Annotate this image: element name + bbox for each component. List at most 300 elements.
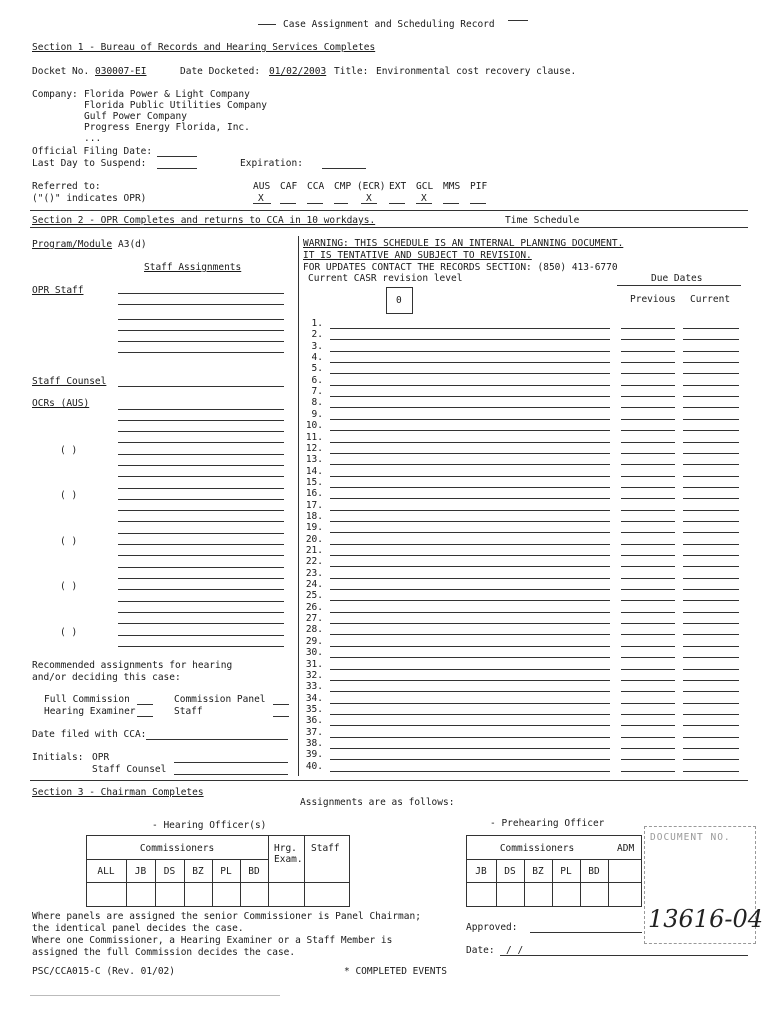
- staff-line[interactable]: [118, 533, 284, 534]
- previous-date-field[interactable]: [621, 578, 675, 579]
- previous-date-field[interactable]: [621, 476, 675, 477]
- commission-panel-label: Commission Panel: [174, 694, 266, 705]
- blank-ext[interactable]: [389, 203, 405, 204]
- blank-aus[interactable]: [253, 203, 271, 204]
- division-gcl: GCL: [416, 181, 434, 192]
- full-commission-field[interactable]: [137, 704, 153, 705]
- staff-line[interactable]: [118, 454, 284, 455]
- schedule-number: 4.: [311, 352, 323, 363]
- date-docketed-label: Date Docketed:: [180, 66, 261, 77]
- current-date-field[interactable]: [683, 703, 739, 704]
- schedule-number: 24.: [305, 579, 323, 590]
- current-date-field[interactable]: [683, 430, 739, 431]
- pre-col-jb: JB: [475, 866, 487, 877]
- staff-line[interactable]: [118, 578, 284, 579]
- schedule-event-field[interactable]: [330, 373, 610, 374]
- recommended-line2: and/or deciding this case:: [32, 672, 181, 683]
- division-pif: PIF: [470, 181, 488, 192]
- division-caf: CAF: [280, 181, 298, 192]
- schedule-event-field[interactable]: [330, 476, 610, 477]
- current-date-field[interactable]: [683, 691, 739, 692]
- initials-staff-counsel: Staff Counsel: [92, 764, 167, 775]
- commissioners-heading: Commissioners: [139, 843, 215, 854]
- previous-date-field[interactable]: [621, 453, 675, 454]
- previous-date-field[interactable]: [621, 612, 675, 613]
- previous-date-field[interactable]: [621, 430, 675, 431]
- schedule-number: 39.: [305, 749, 323, 760]
- schedule-number: 34.: [305, 693, 323, 704]
- staff-line[interactable]: [118, 319, 284, 320]
- division-ext: EXT: [389, 181, 407, 192]
- current-date-field[interactable]: [683, 623, 739, 624]
- docket-label: Docket No.: [32, 66, 90, 77]
- current-date-field[interactable]: [683, 612, 739, 613]
- schedule-event-field[interactable]: [330, 589, 610, 590]
- previous-date-field[interactable]: [621, 351, 675, 352]
- previous-date-field[interactable]: [621, 442, 675, 443]
- schedule-number: 13.: [305, 454, 323, 465]
- previous-date-field[interactable]: [621, 532, 675, 533]
- col-pl: PL: [220, 866, 232, 877]
- ocrs-label: OCRs (AUS): [32, 398, 90, 409]
- schedule-event-field[interactable]: [330, 385, 610, 386]
- expiration-field[interactable]: [322, 168, 366, 169]
- previous-date-field[interactable]: [621, 328, 675, 329]
- current-date-field[interactable]: [683, 498, 739, 499]
- blank-mms[interactable]: [443, 203, 459, 204]
- current-date-field[interactable]: [683, 725, 739, 726]
- current-date-field[interactable]: [683, 476, 739, 477]
- previous-date-field[interactable]: [621, 669, 675, 670]
- current-date-field[interactable]: [683, 442, 739, 443]
- company-ellipsis: ...: [84, 133, 102, 144]
- warning-line2: IT IS TENTATIVE AND SUBJECT TO REVISION.: [303, 250, 532, 261]
- schedule-number: 10.: [305, 420, 323, 431]
- current-date-field[interactable]: [683, 600, 739, 601]
- title-label: Title:: [334, 66, 369, 77]
- schedule-number: 37.: [305, 727, 323, 738]
- referred-label: Referred to:: [32, 181, 101, 192]
- current-date-field[interactable]: [683, 521, 739, 522]
- current-date-field[interactable]: [683, 464, 739, 465]
- schedule-event-field[interactable]: [330, 464, 610, 465]
- previous-date-field[interactable]: [621, 680, 675, 681]
- blank-gcl[interactable]: [416, 203, 432, 204]
- staff-line[interactable]: [118, 635, 284, 636]
- current-date-field[interactable]: [683, 328, 739, 329]
- current-date-field[interactable]: [683, 669, 739, 670]
- program-label: Program/Module: [32, 239, 113, 250]
- schedule-number: 35.: [305, 704, 323, 715]
- schedule-number: 21.: [305, 545, 323, 556]
- company-1: Florida Power & Light Company: [84, 89, 250, 100]
- schedule-event-field[interactable]: [330, 396, 610, 397]
- staff-assignments-heading: Staff Assignments: [144, 262, 242, 273]
- schedule-event-field[interactable]: [330, 771, 610, 772]
- schedule-event-field[interactable]: [330, 759, 610, 760]
- note-line4: assigned the full Commission decides the case.: [32, 947, 296, 958]
- title-value: Environmental cost recovery clause.: [376, 66, 577, 77]
- date-label: Date:: [466, 945, 495, 956]
- schedule-event-field[interactable]: [330, 714, 610, 715]
- expiration-label: Expiration:: [240, 158, 303, 169]
- form-title: Case Assignment and Scheduling Record: [283, 19, 495, 30]
- staff-line[interactable]: [118, 510, 284, 511]
- schedule-event-field[interactable]: [330, 351, 610, 352]
- schedule-event-field[interactable]: [330, 532, 610, 533]
- staff-line[interactable]: [118, 623, 284, 624]
- staff-line[interactable]: [118, 589, 284, 590]
- hrg-exam-heading-2: Exam.: [274, 854, 303, 865]
- current-date-field[interactable]: [683, 510, 739, 511]
- current-date-field[interactable]: [683, 351, 739, 352]
- current-date-field[interactable]: [683, 339, 739, 340]
- form-id: PSC/CCA015-C (Rev. 01/02): [32, 966, 175, 977]
- full-commission-label: Full Commission: [44, 694, 130, 705]
- current-date-field[interactable]: [683, 532, 739, 533]
- blank-cmp[interactable]: [334, 203, 348, 204]
- schedule-event-field[interactable]: [330, 430, 610, 431]
- hearing-examiner-field[interactable]: [137, 716, 153, 717]
- col-bz: BZ: [192, 866, 204, 877]
- mark-cmp: X: [366, 193, 372, 204]
- schedule-event-field[interactable]: [330, 407, 610, 408]
- date-value: / /: [506, 945, 524, 956]
- previous-date-field[interactable]: [621, 373, 675, 374]
- current-date-field[interactable]: [683, 407, 739, 408]
- pre-table-rule1: [466, 859, 642, 860]
- date-filed-field[interactable]: [146, 739, 288, 740]
- section-divider-1: [30, 210, 748, 211]
- due-dates-rule: [617, 285, 741, 286]
- staff-line[interactable]: [118, 601, 284, 602]
- section2-title: Section 2 - OPR Completes and returns to CCA in 10 workdays.: [32, 215, 376, 226]
- previous-date-field[interactable]: [621, 600, 675, 601]
- schedule-event-field[interactable]: [330, 669, 610, 670]
- schedule-event-field[interactable]: [330, 544, 610, 545]
- hearing-examiner-label: Hearing Examiner: [44, 706, 136, 717]
- schedule-number: 36.: [305, 715, 323, 726]
- schedule-number: 31.: [305, 659, 323, 670]
- current-heading: Current: [690, 294, 731, 305]
- schedule-number: 40.: [305, 761, 323, 772]
- program-value: A3(d): [118, 239, 147, 250]
- schedule-event-field[interactable]: [330, 634, 610, 635]
- opr-staff-label: OPR Staff: [32, 285, 84, 296]
- current-date-field[interactable]: [683, 771, 739, 772]
- previous-date-field[interactable]: [621, 396, 675, 397]
- schedule-number: 8.: [311, 397, 323, 408]
- col-all: ALL: [97, 866, 115, 877]
- schedule-event-field[interactable]: [330, 566, 610, 567]
- current-date-field[interactable]: [683, 646, 739, 647]
- schedule-number: 14.: [305, 466, 323, 477]
- schedule-event-field[interactable]: [330, 691, 610, 692]
- section-divider-3: [30, 780, 748, 781]
- previous-date-field[interactable]: [621, 646, 675, 647]
- initials-opr-field[interactable]: [174, 762, 288, 763]
- section-divider-2: [30, 227, 748, 228]
- schedule-number: 27.: [305, 613, 323, 624]
- previous-date-field[interactable]: [621, 544, 675, 545]
- previous-date-field[interactable]: [621, 623, 675, 624]
- schedule-number: 32.: [305, 670, 323, 681]
- pre-col-pl: PL: [560, 866, 572, 877]
- initials-label: Initials:: [32, 752, 84, 763]
- current-date-field[interactable]: [683, 657, 739, 658]
- schedule-event-field[interactable]: [330, 623, 610, 624]
- hearing-table-col: [268, 835, 269, 907]
- staff-line[interactable]: [118, 544, 284, 545]
- hrg-exam-heading-1: Hrg.: [274, 843, 297, 854]
- blank-caf[interactable]: [280, 203, 296, 204]
- schedule-number: 5.: [311, 363, 323, 374]
- schedule-event-field[interactable]: [330, 487, 610, 488]
- staff-line[interactable]: [118, 555, 284, 556]
- initials-staff-counsel-field[interactable]: [174, 774, 288, 775]
- schedule-event-field[interactable]: [330, 612, 610, 613]
- schedule-number: 17.: [305, 500, 323, 511]
- staff-counsel-label: Staff Counsel: [32, 376, 107, 387]
- schedule-number: 7.: [311, 386, 323, 397]
- approved-field[interactable]: [530, 932, 642, 933]
- pre-table-rule2: [466, 882, 642, 883]
- schedule-event-field[interactable]: [330, 600, 610, 601]
- schedule-number: 22.: [305, 556, 323, 567]
- staff-heading: Staff: [311, 843, 340, 854]
- schedule-number: 11.: [305, 432, 323, 443]
- current-date-field[interactable]: [683, 544, 739, 545]
- schedule-event-field[interactable]: [330, 703, 610, 704]
- previous-date-field[interactable]: [621, 714, 675, 715]
- staff-field[interactable]: [273, 716, 289, 717]
- updates-line: FOR UPDATES CONTACT THE RECORDS SECTION: (850) 413-6770: [303, 262, 618, 273]
- staff-line[interactable]: [118, 488, 284, 489]
- current-date-field[interactable]: [683, 396, 739, 397]
- current-casr-label: Current CASR revision level: [308, 273, 463, 284]
- blank-cca[interactable]: [307, 203, 323, 204]
- staff-line[interactable]: [118, 352, 284, 353]
- schedule-number: 23.: [305, 568, 323, 579]
- schedule-number: 1.: [311, 318, 323, 329]
- pre-col-bz: BZ: [532, 866, 544, 877]
- current-date-field[interactable]: [683, 362, 739, 363]
- division-cca: CCA: [307, 181, 325, 192]
- staff-line[interactable]: [118, 420, 284, 421]
- staff-line[interactable]: [118, 386, 284, 387]
- previous-date-field[interactable]: [621, 589, 675, 590]
- schedule-number: 26.: [305, 602, 323, 613]
- staff-line[interactable]: [118, 341, 284, 342]
- company-3: Gulf Power Company: [84, 111, 187, 122]
- previous-date-field[interactable]: [621, 464, 675, 465]
- opr-note: ("()" indicates OPR): [32, 193, 147, 204]
- previous-date-field[interactable]: [621, 634, 675, 635]
- last-day-field[interactable]: [157, 168, 197, 169]
- hearing-table-col: [304, 835, 305, 907]
- current-date-field[interactable]: [683, 453, 739, 454]
- blank-pif[interactable]: [470, 203, 486, 204]
- prehearing-officer-heading: - Prehearing Officer: [490, 818, 605, 829]
- previous-date-field[interactable]: [621, 419, 675, 420]
- previous-date-field[interactable]: [621, 362, 675, 363]
- schedule-number: 38.: [305, 738, 323, 749]
- schedule-event-field[interactable]: [330, 442, 610, 443]
- docket-value: 030007-EI: [95, 66, 147, 77]
- current-date-field[interactable]: [683, 566, 739, 567]
- stamp-label: DOCUMENT NO.: [650, 832, 731, 843]
- schedule-event-field[interactable]: [330, 339, 610, 340]
- note-line2: the identical panel decides the case.: [32, 923, 244, 934]
- current-date-field[interactable]: [683, 634, 739, 635]
- staff-line[interactable]: [118, 465, 284, 466]
- staff-line[interactable]: [118, 612, 284, 613]
- schedule-event-field[interactable]: [330, 725, 610, 726]
- current-date-field[interactable]: [683, 759, 739, 760]
- schedule-number: 29.: [305, 636, 323, 647]
- pre-col-bd: BD: [588, 866, 600, 877]
- previous-date-field[interactable]: [621, 759, 675, 760]
- commission-panel-field[interactable]: [273, 704, 289, 705]
- company-2: Florida Public Utilities Company: [84, 100, 268, 111]
- revision-level-value: 0: [396, 295, 402, 306]
- staff-line[interactable]: [118, 567, 284, 568]
- schedule-event-field[interactable]: [330, 498, 610, 499]
- staff-line[interactable]: [118, 409, 284, 410]
- footer-rule: [30, 995, 280, 996]
- official-filing-field[interactable]: [157, 156, 197, 157]
- ocr-paren-3: ( ): [60, 536, 78, 547]
- adm-heading: ADM: [617, 843, 635, 854]
- document-number: 13616-04: [648, 905, 763, 933]
- ocr-paren-1: ( ): [60, 445, 78, 456]
- date-docketed-value: 01/02/2003: [269, 66, 327, 77]
- schedule-event-field[interactable]: [330, 555, 610, 556]
- current-date-field[interactable]: [683, 714, 739, 715]
- header-mark-right: [508, 20, 528, 21]
- schedule-event-field[interactable]: [330, 419, 610, 420]
- division-aus: AUS: [253, 181, 271, 192]
- previous-heading: Previous: [630, 294, 676, 305]
- schedule-event-field[interactable]: [330, 521, 610, 522]
- current-date-field[interactable]: [683, 487, 739, 488]
- company-4: Progress Energy Florida, Inc.: [84, 122, 250, 133]
- staff-line[interactable]: [118, 442, 284, 443]
- schedule-event-field[interactable]: [330, 453, 610, 454]
- official-filing-label: Official Filing Date:: [32, 146, 153, 157]
- schedule-number: 3.: [311, 341, 323, 352]
- note-line3: Where one Commissioner, a Hearing Examiner or a Staff Member is: [32, 935, 393, 946]
- current-date-field[interactable]: [683, 578, 739, 579]
- staff-line[interactable]: [118, 499, 284, 500]
- company-label: Company:: [32, 89, 78, 100]
- current-date-field[interactable]: [683, 589, 739, 590]
- current-date-field[interactable]: [683, 373, 739, 374]
- current-date-field[interactable]: [683, 385, 739, 386]
- ocr-paren-5: ( ): [60, 627, 78, 638]
- schedule-event-field[interactable]: [330, 362, 610, 363]
- previous-date-field[interactable]: [621, 566, 675, 567]
- schedule-number: 16.: [305, 488, 323, 499]
- previous-date-field[interactable]: [621, 510, 675, 511]
- ocr-paren-2: ( ): [60, 490, 78, 501]
- date-field[interactable]: [500, 955, 748, 956]
- division-mms: MMS: [443, 181, 461, 192]
- current-date-field[interactable]: [683, 748, 739, 749]
- recommended-line1: Recommended assignments for hearing: [32, 660, 233, 671]
- current-date-field[interactable]: [683, 555, 739, 556]
- staff-line[interactable]: [118, 476, 284, 477]
- schedule-event-field[interactable]: [330, 646, 610, 647]
- staff-line[interactable]: [118, 293, 284, 294]
- schedule-event-field[interactable]: [330, 680, 610, 681]
- current-date-field[interactable]: [683, 737, 739, 738]
- section3-title: Section 3 - Chairman Completes: [32, 787, 204, 798]
- approved-label: Approved:: [466, 922, 518, 933]
- mark-aus: X: [258, 193, 264, 204]
- schedule-number: 12.: [305, 443, 323, 454]
- due-dates-heading: Due Dates: [651, 273, 703, 284]
- current-date-field[interactable]: [683, 419, 739, 420]
- previous-date-field[interactable]: [621, 703, 675, 704]
- schedule-number: 20.: [305, 534, 323, 545]
- section1-title: Section 1 - Bureau of Records and Hearing Services Completes: [32, 42, 376, 53]
- schedule-event-field[interactable]: [330, 737, 610, 738]
- completed-events-note: * COMPLETED EVENTS: [344, 966, 447, 977]
- previous-date-field[interactable]: [621, 487, 675, 488]
- col-bd: BD: [248, 866, 260, 877]
- schedule-event-field[interactable]: [330, 510, 610, 511]
- previous-date-field[interactable]: [621, 748, 675, 749]
- schedule-event-field[interactable]: [330, 578, 610, 579]
- staff-label: Staff: [174, 706, 203, 717]
- previous-date-field[interactable]: [621, 521, 675, 522]
- schedule-number: 30.: [305, 647, 323, 658]
- mark-gcl: X: [421, 193, 427, 204]
- previous-date-field[interactable]: [621, 737, 675, 738]
- warning-line1: WARNING: THIS SCHEDULE IS AN INTERNAL PLANNING DOCUMENT.: [303, 238, 624, 249]
- staff-line[interactable]: [118, 646, 284, 647]
- current-date-field[interactable]: [683, 680, 739, 681]
- schedule-number: 33.: [305, 681, 323, 692]
- previous-date-field[interactable]: [621, 555, 675, 556]
- note-line1: Where panels are assigned the senior Commissioner is Panel Chairman;: [32, 911, 421, 922]
- previous-date-field[interactable]: [621, 407, 675, 408]
- schedule-event-field[interactable]: [330, 328, 610, 329]
- time-schedule-label: Time Schedule: [505, 215, 580, 226]
- staff-line[interactable]: [118, 330, 284, 331]
- blank-ecr[interactable]: [361, 203, 377, 204]
- schedule-number: 6.: [311, 375, 323, 386]
- previous-date-field[interactable]: [621, 657, 675, 658]
- pre-table-col: [608, 859, 609, 907]
- previous-date-field[interactable]: [621, 339, 675, 340]
- col-jb: JB: [134, 866, 147, 877]
- previous-date-field[interactable]: [621, 498, 675, 499]
- staff-line[interactable]: [118, 521, 284, 522]
- col-ds: DS: [163, 866, 176, 877]
- staff-line[interactable]: [118, 304, 284, 305]
- previous-date-field[interactable]: [621, 385, 675, 386]
- schedule-event-field[interactable]: [330, 657, 610, 658]
- previous-date-field[interactable]: [621, 725, 675, 726]
- staff-line[interactable]: [118, 431, 284, 432]
- previous-date-field[interactable]: [621, 771, 675, 772]
- header-mark-left: [258, 24, 276, 25]
- previous-date-field[interactable]: [621, 691, 675, 692]
- ocr-paren-4: ( ): [60, 581, 78, 592]
- schedule-event-field[interactable]: [330, 748, 610, 749]
